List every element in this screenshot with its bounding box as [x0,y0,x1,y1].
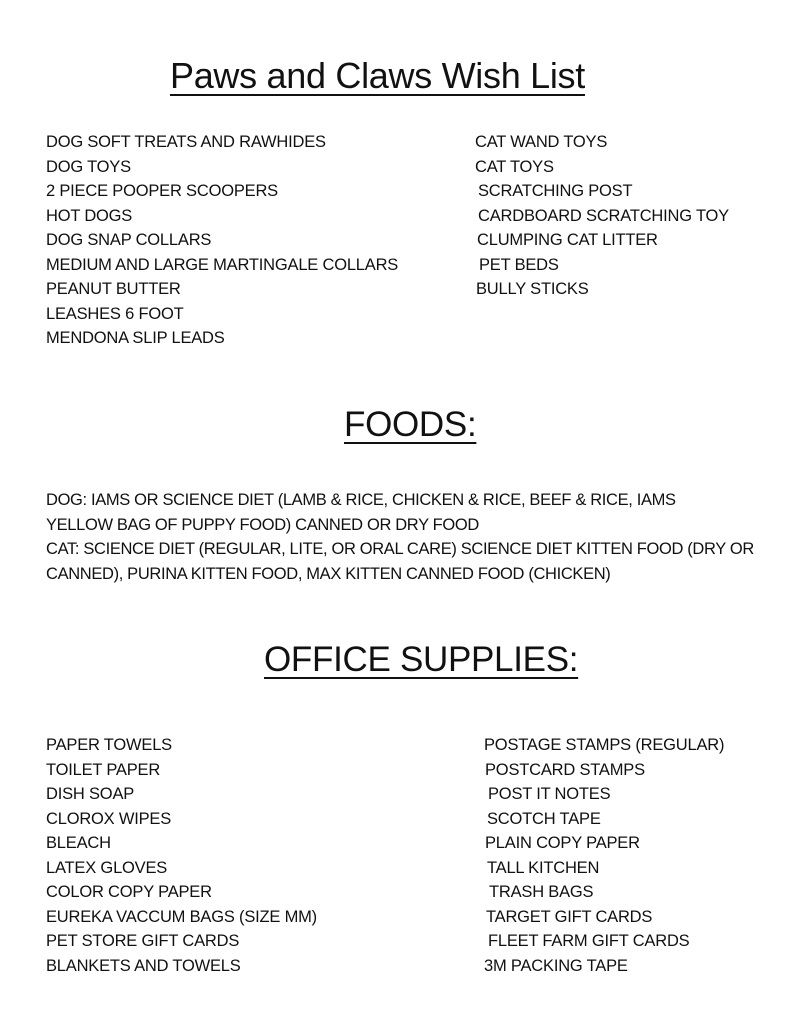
list-item: FLEET FARM GIFT CARDS [488,932,690,950]
list-item: TARGET GIFT CARDS [486,907,653,926]
office-supplies-left-column [46,733,317,978]
list-item: TRASH BAGS [489,883,594,901]
list-item: POSTAGE STAMPS (REGULAR) [484,736,725,754]
list-item: PET BEDS [479,255,559,274]
list-item: 2 PIECE POOPER SCOOPERS [46,182,278,200]
list-item: DOG SNAP COLLARS [46,231,212,249]
list-item: LEASHES 6 FOOT [46,304,184,323]
wish-list-left-column [46,130,398,351]
page-title: Paws and Claws Wish List [170,55,585,96]
list-item: MENDONA SLIP LEADS [46,329,225,347]
list-item: COLOR COPY PAPER [46,883,212,901]
foods-line: CANNED), PURINA KITTEN FOOD, MAX KITTEN CANNED FOOD (CHICKEN) [46,564,611,583]
list-item: BLEACH [46,834,111,852]
list-item: TALL KITCHEN [487,858,600,877]
list-item: DISH SOAP [46,785,135,803]
foods-line: CAT: SCIENCE DIET (REGULAR, LITE, OR ORAL CARE) SCIENCE DIET KITTEN FOOD (DRY OR [46,540,754,559]
foods-line: DOG: IAMS OR SCIENCE DIET (LAMB & RICE, CHICKEN & RICE, BEEF & RICE, IAMS [46,491,676,509]
list-item: PEANUT BUTTER [46,280,181,298]
list-item: CAT WAND TOYS [475,133,608,151]
list-item: POST IT NOTES [488,785,611,803]
list-item: 3M PACKING TAPE [484,956,628,975]
list-item: CLOROX WIPES [46,809,172,828]
list-item: LATEX GLOVES [46,858,168,877]
list-item: SCOTCH TAPE [487,809,601,828]
list-item: PLAIN COPY PAPER [485,834,640,852]
list-item: CAT TOYS [475,157,554,176]
list-item: EUREKA VACCUM BAGS (SIZE MM) [46,907,317,926]
list-item: BULLY STICKS [476,280,589,298]
list-item: HOT DOGS [46,206,133,225]
wish-list-right-column [475,130,729,302]
list-item: DOG TOYS [46,157,131,176]
list-item: CARDBOARD SCRATCHING TOY [478,206,729,225]
list-item: MEDIUM AND LARGE MARTINGALE COLLARS [46,255,399,274]
list-item: TOILET PAPER [46,760,161,779]
foods-heading: FOODS: [344,405,477,444]
list-item: CLUMPING CAT LITTER [477,231,658,249]
list-item: SCRATCHING POST [478,182,633,200]
office-supplies-right-column [484,733,724,978]
foods-line: YELLOW BAG OF PUPPY FOOD) CANNED OR DRY FOOD [46,515,479,534]
list-item: DOG SOFT TREATS AND RAWHIDES [46,133,326,151]
list-item: POSTCARD STAMPS [485,760,645,779]
foods-description [46,488,786,586]
list-item: BLANKETS AND TOWELS [46,956,241,975]
list-item: PET STORE GIFT CARDS [46,932,240,950]
list-item: PAPER TOWELS [46,736,172,754]
office-supplies-heading: OFFICE SUPPLIES: [264,640,579,679]
